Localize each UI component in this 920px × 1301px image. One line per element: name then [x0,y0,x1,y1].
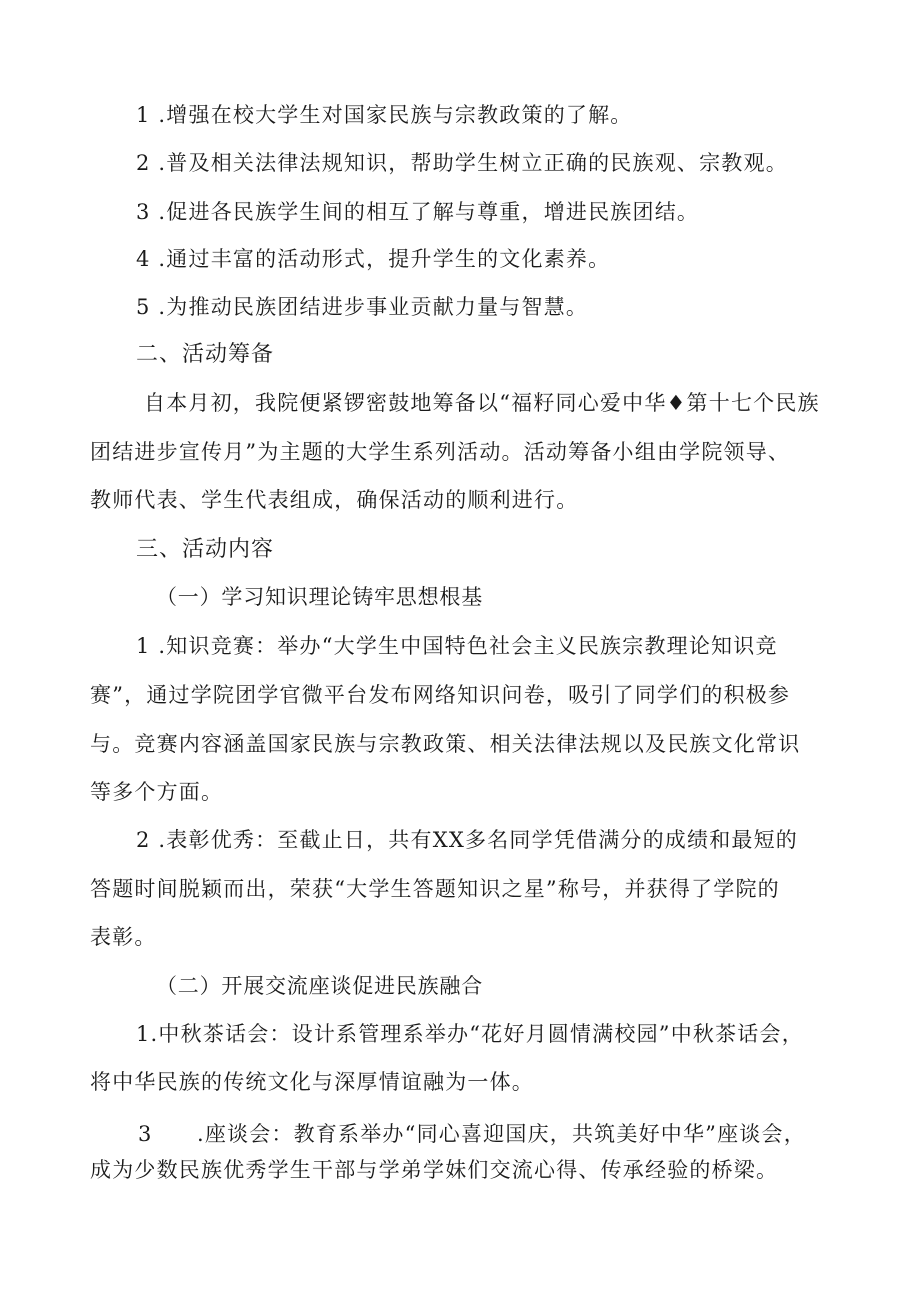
item-mid-autumn-line-1: 1.中秋茶话会：设计系管理系举办“花好月圆情满校园”中秋茶话会， [136,1022,804,1046]
goal-4: 4 .通过丰富的活动形式，提升学生的文化素养。 [136,247,611,271]
item-commendation-line-2: 答题时间脱颖而出，荣获“大学生答题知识之星”称号，并获得了学院的 [90,877,780,901]
item-knowledge-contest-line-1: 1 .知识竞赛：举办“大学生中国特色社会主义民族宗教理论知识竞 [136,634,778,658]
item-commendation-line-3: 表彰。 [90,925,157,949]
preparation-line-3: 教师代表、学生代表组成，确保活动的顺利进行。 [90,488,579,512]
item-symposium-line-2: 成为少数民族优秀学生干部与学弟学妹们交流心得、传承经验的桥梁。 [90,1158,779,1182]
goal-1: 1 .增强在校大学生对国家民族与宗教政策的了解。 [136,103,633,127]
subheading-study: （一）学习知识理论铸牢思想根基 [156,585,483,609]
item-knowledge-contest-line-3: 与。竞赛内容涵盖国家民族与宗教政策、相关法律法规以及民族文化常识 [90,732,801,756]
goal-2: 2 .普及相关法律法规知识，帮助学生树立正确的民族观、宗教观。 [136,151,788,175]
item-mid-autumn-line-2: 将中华民族的传统文化与深厚情谊融为一体。 [90,1070,534,1094]
item-commendation-line-1: 2 .表彰优秀：至截止日，共有XX多名同学凭借满分的成绩和最短的 [136,828,799,852]
preparation-line-2: 团结进步宣传月”为主题的大学生系列活动。活动筹备小组由学院领导、 [90,440,791,464]
item-knowledge-contest-line-4: 等多个方面。 [90,780,224,804]
item-knowledge-contest-line-2: 赛”，通过学院团学官微平台发布网络知识问卷，吸引了同学们的积极参 [90,683,791,707]
preparation-line-1: 自本月初，我院便紧锣密鼓地筹备以“福籽同心爱中华♦第十七个民族 [144,391,820,415]
subheading-exchange: （二）开展交流座谈促进民族融合 [156,974,483,998]
section-heading-content: 三、活动内容 [136,537,275,562]
item-symposium-line-1: 3 .座谈会：教育系举办“同心喜迎国庆，共筑美好中华”座谈会， [138,1122,806,1146]
section-heading-preparation: 二、活动筹备 [136,342,275,367]
goal-5: 5 .为推动民族团结进步事业贡献力量与智慧。 [136,295,589,319]
goal-3: 3 .促进各民族学生间的相互了解与尊重，增进民族团结。 [136,200,700,224]
